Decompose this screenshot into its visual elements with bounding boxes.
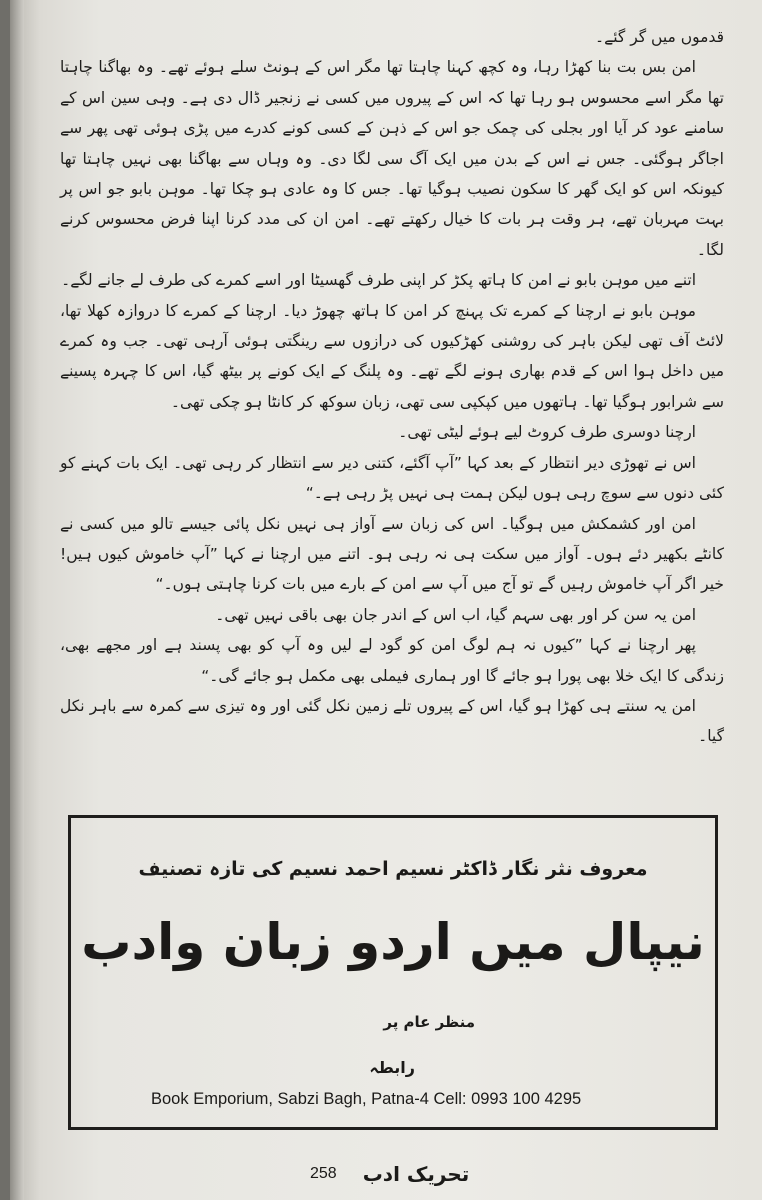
book-advertisement-box [68, 815, 718, 1130]
paragraph: امن یہ سن کر اور بھی سہم گیا، اب اس کے اندر جان بھی باقی نہیں تھی۔ [215, 605, 696, 624]
paragraph: اتنے میں موہن بابو نے امن کا ہاتھ پکڑ کر اپنی طرف گھسیٹا اور اسے کمرے کی طرف لے جانے لگے۔ [61, 271, 696, 290]
journal-name: تحریک ادب [362, 1162, 470, 1186]
ad-contact-label: رابطہ [369, 1058, 415, 1077]
paragraph: ارچنا دوسری طرف کروٹ لیے ہوئے لیٹی تھی۔ [398, 423, 696, 442]
paragraph: قدموں میں گر گئے۔ [595, 28, 724, 46]
paragraph: امن بس بت بنا کھڑا رہا، وہ کچھ کہنا چاہتا تھا مگر اس کے ہونٹ سلے ہوئے تھے۔ وہ بھاگنا چاہتا تھا مگر اسے محسوس ہو رہا تھا کہ اس کے پیروں میں کسی نے زنجیر ڈال دی ہے۔ وہی سین اس کے سامنے عود کر آیا اور بجلی کی چمک جو اس کے ذہن کے کسی کونے کدرے میں پڑی ہوئی تھی پھر سے اجاگر ہوگئی۔ جس نے اس کے بدن میں ایک آگ سی لگا دی۔ وہ وہاں سے بھاگنا بھی نہیں چاہتا تھا کیونکہ اس کو ایک گھر کا سکون نصیب ہوگیا تھا۔ جس کا وہ عادی ہو چکا تھا۔ موہن بابو جو اس پر بہت مہربان تھے، ہر وقت ہر بات کا خیال رکھتے تھے۔ امن ان کی مدد کرنا اپنا فرض محسوس کرنے لگا۔ [60, 58, 724, 259]
ad-book-title: نیپال میں اردو زبان وادب [81, 913, 705, 971]
page-footer [310, 1160, 510, 1188]
paragraph: اس نے تھوڑی دیر انتظار کے بعد کہا ”آپ آگئے، کتنی دیر سے انتظار کر رہی تھی۔ ایک بات کہنے کو کئی دنوں سے سوچ رہی ہوں لیکن ہمت ہی نہیں پڑ رہی ہے۔“ [60, 453, 724, 503]
ad-subtitle: منظر عام پر [383, 1013, 475, 1031]
ad-intro-line: معروف نثر نگار ڈاکٹر نسیم احمد نسیم کی تازہ تصنیف [138, 858, 648, 880]
paragraph: موہن بابو نے ارچنا کے کمرے تک پہنچ کر امن کا ہاتھ چھوڑ دیا۔ ارچنا کے کمرے کا دروازہ کھلا تھا، لائٹ آف تھی لیکن باہر کی روشنی کھڑکیوں کی درازوں سے رینگتی ہوئی آرہی تھی۔ جب وہ کمرے میں داخل ہوا اس کے قدم بھاری ہونے لگے تھے۔ وہ پلنگ کے ایک کونے پر بیٹھ گیا، اس کا چہرہ پسینے سے شرابور ہوگیا تھا۔ ہاتھوں میں کپکپی سی تھی، زبان سوکھ کر کانٹا ہو چکی تھی۔ [60, 301, 724, 411]
book-page [10, 0, 762, 1200]
ad-address: Book Emporium, Sabzi Bagh, Patna-4 Cell: 0993 100 4295 [151, 1090, 582, 1108]
story-text [60, 22, 724, 752]
page-spine-shadow [10, 0, 24, 1200]
paragraph: امن اور کشمکش میں ہوگیا۔ اس کی زبان سے آواز ہی نہیں نکل پائی جیسے تالو میں کسی نے کانٹے بکھیر دئے ہوں۔ آواز میں سکت ہی نہ رہی ہو۔ اتنے میں ارچنا نے کہا ”آپ خاموش کیوں ہیں! خیر اگر آپ خاموش رہیں گے تو آج میں آپ سے امن کے بارے میں بات کرنا چاہتی ہوں۔“ [60, 514, 724, 594]
paragraph: پھر ارچنا نے کہا ”کیوں نہ ہم لوگ امن کو گود لے لیں وہ آپ کو بھی پسند ہے اور مجھے بھی، زندگی کا ایک خلا بھی پورا ہو جائے گا اور ہماری فیملی بھی مکمل ہو جائے گی۔“ [60, 636, 724, 685]
page-number: 258 [310, 1165, 337, 1182]
paragraph: امن یہ سنتے ہی کھڑا ہو گیا، اس کے پیروں تلے زمین نکل گئی اور وہ تیزی سے کمرہ سے باہر نکل گیا۔ [60, 696, 724, 746]
